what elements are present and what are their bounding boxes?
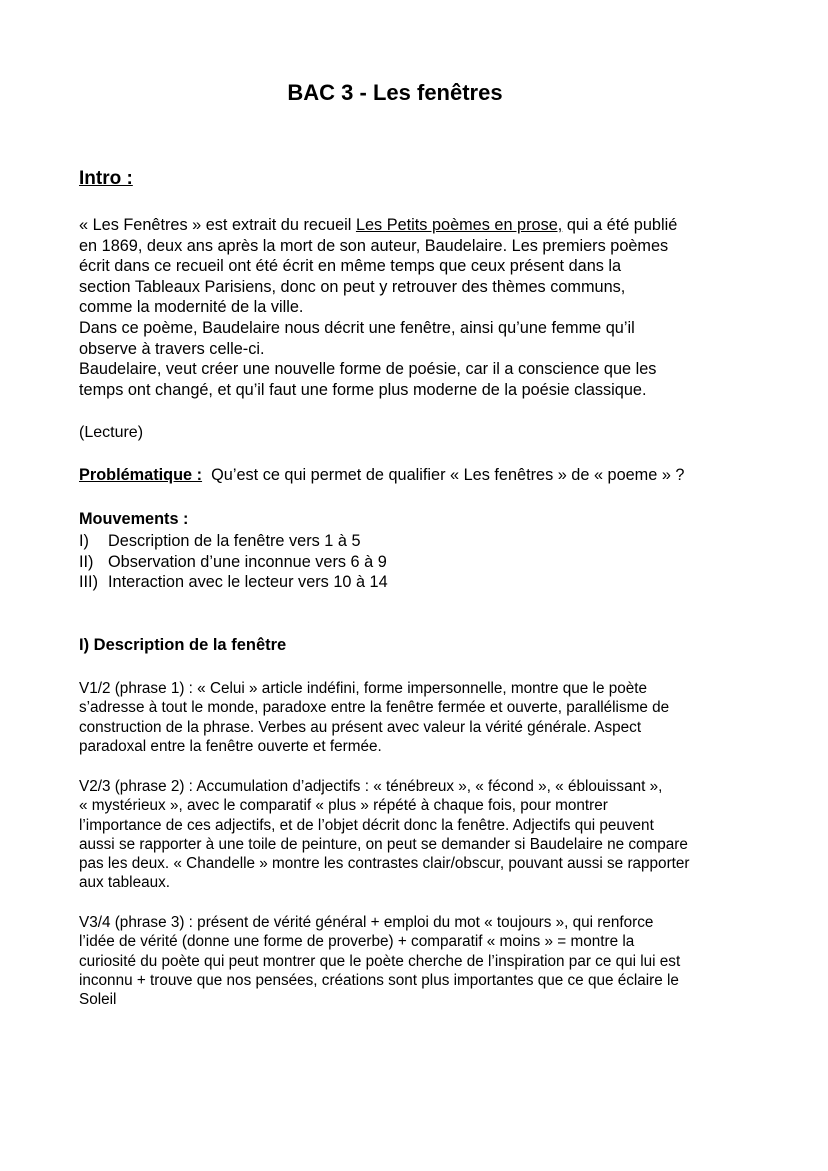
book-title: Les Petits poèmes en prose, — [355, 216, 563, 234]
intro-line: Baudelaire, veut créer une nouvelle forme de poésie, car il a conscience que les — [79, 360, 657, 379]
paragraph-line: « mystérieux », avec le comparatif « plus » répété à chaque fois, pour montrer — [79, 797, 608, 815]
intro-line: observe à travers celle-ci. — [79, 339, 265, 358]
problematique — [79, 466, 684, 485]
intro-line: Dans ce poème, Baudelaire nous décrit une fenêtre, ainsi qu’une femme qu’il — [79, 318, 635, 337]
section-paragraph-3 — [79, 913, 680, 1009]
list-item-number: III) — [79, 573, 98, 592]
list-item-number: I) — [79, 532, 89, 550]
section-heading: I) Description de la fenêtre — [79, 636, 287, 654]
paragraph-line: construction de la phrase. Verbes au présent avec valeur la vérité générale. Aspect — [79, 718, 642, 736]
intro-line: en 1869, deux ans après la mort de son auteur, Baudelaire. Les premiers poèmes — [79, 236, 669, 255]
paragraph-line: V3/4 (phrase 3) : présent de vérité général + emploi du mot « toujours », qui renforce — [79, 914, 654, 931]
problematique-text: Qu’est ce qui permet de qualifier « Les fenêtres » de « poeme » ? — [211, 466, 685, 484]
paragraph-line: l’importance de ces adjectifs, et de l’objet décrit donc la fenêtre. Adjectifs qui peuvent — [79, 816, 654, 834]
list-item-text: Observation d’une inconnue vers 6 à 9 — [108, 552, 387, 571]
intro-line: section Tableaux Parisiens, donc on peut y retrouver des thèmes communs, — [79, 277, 626, 296]
paragraph-line: V1/2 (phrase 1) : « Celui » article indéfini, forme impersonnelle, montre que le poète — [79, 680, 647, 697]
problematique-label: Problématique : — [79, 466, 203, 484]
intro-line-text: « Les Fenêtres » est extrait du recueil — [79, 216, 356, 234]
paragraph-line: paradoxal entre la fenêtre ouverte et fermée. — [79, 737, 382, 755]
list-item-number: II) — [79, 552, 94, 571]
intro-line: écrit dans ce recueil ont été écrit en même temps que ceux présent dans la — [79, 257, 622, 276]
paragraph-line: aussi se rapporter à une toile de peinture, on peut se demander si Baudelaire ne compare — [79, 835, 688, 853]
paragraph-line: s’adresse à tout le monde, paradoxe entre la fenêtre fermée et ouverte, parallélisme de — [79, 699, 670, 717]
section-paragraph-1 — [79, 679, 669, 756]
paragraph-line: V2/3 (phrase 2) : Accumulation d’adjectifs : « ténébreux », « fécond », « éblouissant », — [79, 778, 663, 795]
paragraph-line: curiosité du poète qui peut montrer que le poète cherche de l’inspiration par ce qui lui est — [79, 952, 681, 970]
section-paragraph-2 — [79, 777, 690, 893]
lecture-note: (Lecture) — [79, 424, 144, 441]
paragraph-line: Soleil — [79, 991, 117, 1009]
list-item — [79, 552, 388, 573]
paragraph-line: inconnu + trouve que nos pensées, créations sont plus importantes que ce que éclaire le — [79, 971, 679, 989]
list-item — [79, 572, 388, 593]
paragraph-line: pas les deux. « Chandelle » montre les contrastes clair/obscur, pouvant aussi se rapporter — [79, 855, 690, 873]
document-title: BAC 3 - Les fenêtres — [287, 80, 503, 105]
intro-heading: Intro : — [79, 168, 133, 189]
paragraph-line: l’idée de vérité (donne une forme de proverbe) + comparatif « moins » = montre la — [79, 933, 635, 951]
list-item — [79, 531, 388, 552]
intro-line — [79, 215, 677, 236]
mouvements-title: Mouvements : — [79, 510, 189, 528]
intro-paragraph — [79, 215, 677, 400]
paragraph-line: aux tableaux. — [79, 874, 170, 892]
intro-line: temps ont changé, et qu’il faut une forme plus moderne de la poésie classique. — [79, 380, 647, 399]
intro-line-text: qui a été publié — [562, 216, 678, 234]
intro-line: comme la modernité de la ville. — [79, 298, 304, 317]
list-item-text: Description de la fenêtre vers 1 à 5 — [108, 532, 361, 550]
mouvements-list — [79, 531, 388, 593]
list-item-text: Interaction avec le lecteur vers 10 à 14 — [108, 573, 388, 592]
